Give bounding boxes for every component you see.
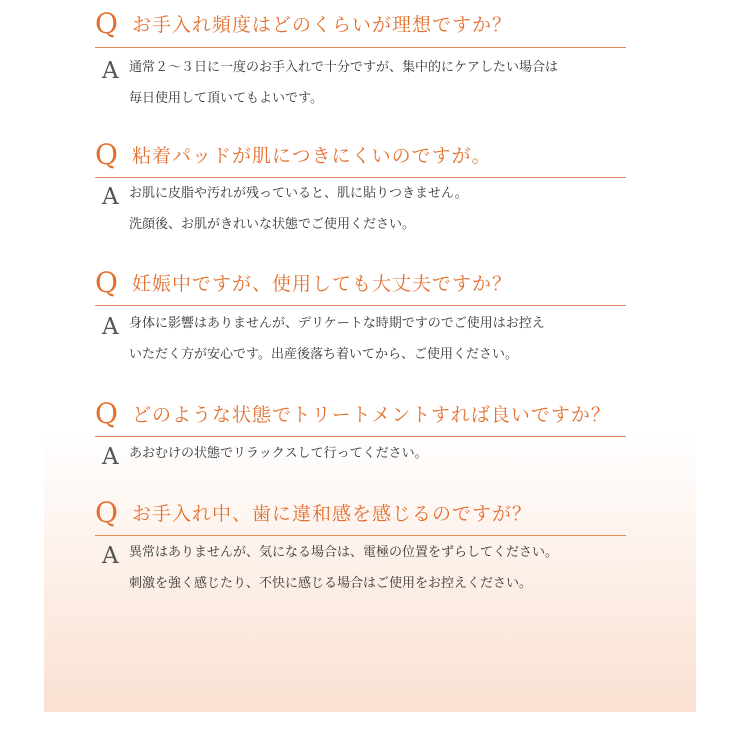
question-row [95, 398, 655, 438]
question-divider [95, 535, 626, 536]
question-marker: Q [95, 397, 118, 430]
question-text: どのような状態でトリートメントすれば良いですか？ [132, 404, 611, 426]
question-marker: Q [95, 496, 118, 529]
faq-item [95, 397, 655, 470]
answer-line: 通常２～３日に一度のお手入れで十分ですが、集中的にケアしたい場合は [129, 60, 559, 75]
question-marker: Q [95, 7, 118, 40]
answer-line: 洗顔後、お肌がきれいな状態でご使用ください。 [129, 217, 416, 232]
faq-item [95, 266, 655, 362]
answer-line: 毎日使用して頂いてもよいです。 [129, 91, 323, 106]
question-text: 妊娠中ですが、使用しても大丈夫ですか？ [132, 273, 513, 295]
question-divider [95, 436, 626, 437]
answer-text [129, 537, 649, 599]
answer-line: お肌に皮脂や汚れが残っていると、肌に貼りつきません。 [129, 186, 468, 201]
question-marker: Q [95, 138, 118, 171]
answer-text [129, 308, 649, 370]
answer-marker: A [102, 543, 119, 569]
faq-item [95, 496, 655, 591]
answer-marker: A [102, 444, 119, 470]
question-text: お手入れ中、歯に違和感を感じるのですが？ [132, 503, 533, 525]
answer-marker: A [102, 184, 119, 210]
faq-item [95, 138, 655, 232]
answer-line: あおむけの状態でリラックスして行ってください。 [129, 446, 428, 461]
answer-line: いただく方が安心です。出産後落ち着いてから、ご使用ください。 [129, 347, 518, 362]
question-text: 粘着パッドが肌につきにくいのですが。 [132, 145, 492, 167]
question-divider [95, 305, 626, 306]
answer-marker: A [102, 58, 119, 84]
question-row [95, 139, 655, 179]
question-divider [95, 47, 626, 48]
question-row [95, 8, 655, 48]
answer-text [129, 52, 649, 114]
answer-marker: A [102, 314, 119, 340]
question-row [95, 497, 655, 537]
answer-line: 刺激を強く感じたり、不快に感じる場合はご使用をお控えください。 [129, 576, 533, 591]
question-row [95, 267, 655, 307]
faq-item [95, 7, 655, 106]
answer-line: 異常はありませんが、気になる場合は、電極の位置をずらしてください。 [129, 545, 559, 560]
question-marker: Q [95, 266, 118, 299]
question-text: お手入れ頻度はどのくらいが理想ですか？ [132, 14, 513, 36]
answer-text [129, 438, 649, 469]
answer-line: 身体に影響はありませんが、デリケートな時期ですのでご使用はお控え [129, 316, 545, 331]
answer-text [129, 178, 649, 240]
